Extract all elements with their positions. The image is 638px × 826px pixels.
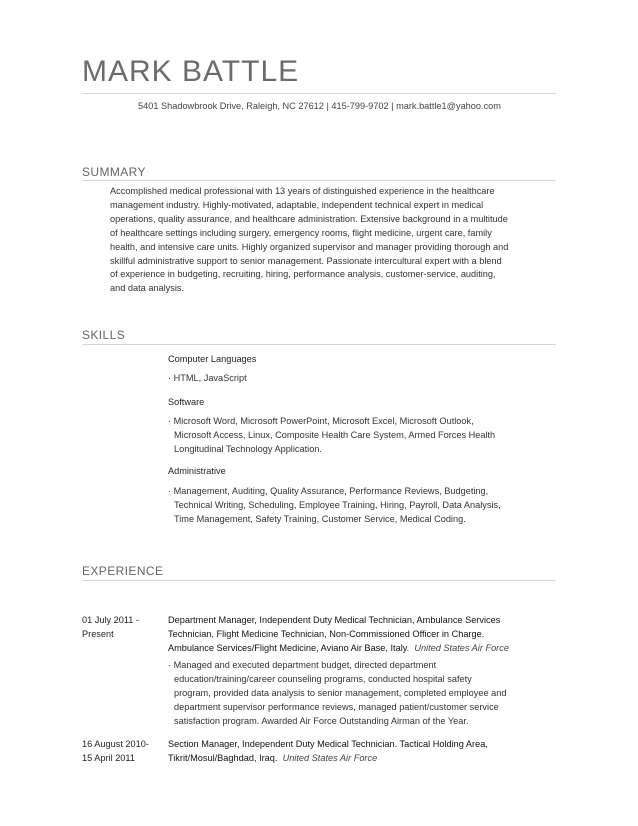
summary-text [110, 185, 542, 296]
experience-heading: EXPERIENCE [82, 564, 164, 578]
job-title [168, 614, 509, 656]
skill-line: · Management, Auditing, Quality Assurance, Performance Reviews, Budgeting, [168, 486, 489, 496]
job-title-line: Ambulance Services/Flight Medicine, Aviano Air Base, Italy. [168, 642, 410, 653]
summary-line: health, and intensive care units. Highly organized supervisor and manager providing thorough and [110, 241, 509, 252]
summary-line: operations, quality assurance, and healthcare administration. Extensive background in a multitude [110, 213, 508, 224]
experience-divider [82, 580, 556, 581]
job-date-line: 16 August 2010- [82, 739, 149, 749]
contact-info: 5401 Shadowbrook Drive, Raleigh, NC 27612 | 415-799-9702 | mark.battle1@yahoo.com [138, 101, 501, 111]
job-title-line: Technician, Flight Medicine Technician, Non-Commissioned Officer in Charge. [168, 628, 485, 639]
job-description-line: satisfaction program. Awarded Air Force Outstanding Airman of the Year. [174, 715, 469, 726]
skill-group-items [168, 372, 247, 386]
summary-divider [82, 180, 556, 181]
skills-heading: SKILLS [82, 328, 126, 342]
job-date-line: 01 July 2011 - [82, 615, 140, 625]
job-description-line: education/training/career counseling programs, conducted hospital safety [174, 673, 472, 684]
candidate-name: MARK BATTLE [82, 55, 300, 88]
job-description-line: · Managed and executed department budget, directed department [168, 660, 437, 670]
skill-line: Longitudinal Technology Application. [174, 443, 322, 454]
summary-line: skillful administrative support to senior management. Passionate intercultural expert with a blend [110, 255, 502, 266]
job-description [168, 659, 506, 729]
job-title-line: Department Manager, Independent Duty Medical Technician, Ambulance Services [168, 615, 501, 625]
job-date-line: Present [82, 628, 114, 639]
job-date [82, 614, 139, 642]
skill-line: · HTML, JavaScript [168, 373, 247, 383]
job-title-line: Section Manager, Independent Duty Medical Technician. Tactical Holding Area, [168, 739, 488, 749]
summary-line: of experience in budgeting, recruiting, hiring, performance analysis, customer-service, auditing, [110, 269, 496, 280]
skills-divider [82, 344, 556, 345]
summary-line: of healthcare settings including surgery, emergency rooms, flight medicine, urgent care, family [110, 227, 492, 238]
job-description-line: department supervisor performance reviews, managed patient/customer service [174, 701, 499, 712]
summary-heading: SUMMARY [82, 165, 146, 179]
skill-line: Time Management, Safety Training, Customer Service, Medical Coding. [174, 513, 466, 524]
skill-group-title: Software [168, 397, 205, 407]
job-title [168, 738, 488, 766]
job-date-line: 15 April 2011 [82, 752, 135, 763]
skill-line: Microsoft Access, Linux, Composite Health Care System, Armed Forces Health [174, 429, 496, 440]
skill-group-items [168, 415, 495, 457]
summary-line: management industry. Highly-motivated, adaptable, independent technical expert in medical [110, 199, 484, 210]
skill-line: · Microsoft Word, Microsoft PowerPoint, Microsoft Excel, Microsoft Outlook, [168, 416, 474, 426]
job-organization: United States Air Force [282, 752, 378, 763]
job-date [82, 738, 149, 766]
header-divider [82, 93, 556, 94]
job-organization: United States Air Force [414, 642, 509, 653]
skill-group-items [168, 485, 501, 527]
job-title-line: Tikrit/Mosul/Baghdad, Iraq. [168, 752, 278, 763]
skill-group-title: Computer Languages [168, 354, 257, 364]
skill-group-title: Administrative [168, 466, 226, 476]
job-description-line: program, provided data analysis to senior management, completed employee and [174, 687, 507, 698]
skill-line: Technical Writing, Scheduling, Employee Training, Hiring, Payroll, Data Analysis, [174, 499, 501, 510]
summary-line: and data analysis. [110, 283, 185, 294]
summary-line: Accomplished medical professional with 13 years of distinguished experience in the healthcare [110, 186, 495, 196]
